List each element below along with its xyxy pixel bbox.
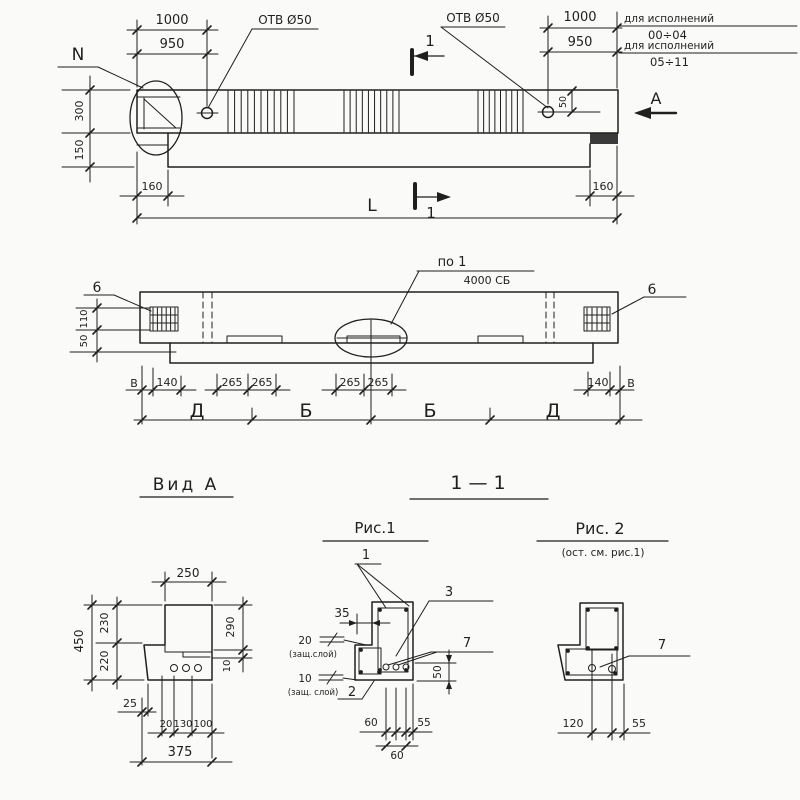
note-top: для исполнений bbox=[624, 13, 715, 25]
anchor-socket-right bbox=[584, 307, 610, 331]
section-number-top: 1 bbox=[425, 32, 435, 50]
beam-hatch-band-3 bbox=[478, 91, 523, 132]
fig1-callout-2 bbox=[338, 681, 374, 700]
plan-dim-row-2 bbox=[134, 400, 642, 424]
dim-100: 100 bbox=[193, 719, 213, 730]
dim-160-left: 160 bbox=[141, 180, 163, 193]
span-b-1: Б bbox=[299, 400, 313, 422]
dim-265-2: 265 bbox=[251, 376, 273, 389]
break-lines bbox=[203, 292, 554, 343]
dim-b-left: В bbox=[130, 377, 138, 390]
dim-10-cover: 10 bbox=[298, 673, 312, 685]
span-d-1: Д bbox=[189, 400, 205, 422]
beam-hatch-band-1 bbox=[228, 91, 294, 132]
hole-label-left: ОТВ Ø50 bbox=[258, 13, 312, 27]
detail-ref-sub: 4000 СБ bbox=[463, 274, 511, 287]
view-a-arrow bbox=[634, 89, 676, 119]
dim-130: 130 bbox=[173, 719, 193, 730]
dim-1000-left: 1000 bbox=[155, 13, 189, 28]
dim-60-mid: 60 bbox=[390, 750, 404, 762]
dim-bottom bbox=[120, 146, 634, 224]
fig2-bottom-dims bbox=[558, 717, 650, 737]
fig2-subtitle: (ост. см. рис.1) bbox=[561, 547, 645, 559]
dim-55-fig2: 55 bbox=[632, 717, 646, 730]
note-top-range: 00÷04 bbox=[648, 28, 687, 42]
dim-290: 290 bbox=[224, 616, 237, 638]
view-a-outline bbox=[144, 605, 212, 680]
dim-35: 35 bbox=[334, 606, 350, 620]
plan-tabs bbox=[227, 336, 523, 343]
dim-1000-right: 1000 bbox=[563, 10, 597, 25]
span-d-2: Д bbox=[545, 400, 561, 422]
dim-160-right: 160 bbox=[592, 180, 614, 193]
detail-reference bbox=[391, 255, 534, 324]
dim-25: 25 bbox=[123, 697, 137, 710]
dim-230: 230 bbox=[98, 612, 111, 634]
dim-265-4: 265 bbox=[367, 376, 389, 389]
fig1-callout-7-label: 7 bbox=[462, 636, 472, 651]
dim-50-hole: 50 bbox=[558, 95, 569, 109]
fig1-callout-3-label: 3 bbox=[444, 585, 454, 600]
callout-6-right bbox=[612, 282, 686, 314]
view-a bbox=[72, 475, 252, 766]
dim-140-left: 140 bbox=[156, 376, 178, 389]
dim-50-plan: 50 bbox=[79, 334, 90, 348]
section-title: 1 — 1 bbox=[450, 472, 506, 494]
dim-140-right: 140 bbox=[587, 376, 609, 389]
dim-heights-left bbox=[62, 76, 134, 182]
fig1-cover-10 bbox=[288, 671, 357, 698]
fig2-title: Рис. 2 bbox=[575, 519, 625, 538]
dim-950-left: 950 bbox=[159, 37, 185, 52]
fig1-callout-1-label: 1 bbox=[361, 548, 371, 563]
dim-50-fig1: 50 bbox=[432, 665, 444, 679]
view-a-dim-25 bbox=[118, 684, 156, 716]
fig1-outline bbox=[355, 602, 413, 680]
elevation-view bbox=[58, 10, 797, 224]
dim-300: 300 bbox=[73, 100, 86, 122]
dim-450: 450 bbox=[72, 629, 86, 653]
plan-view bbox=[70, 255, 686, 424]
dim-120: 120 bbox=[562, 717, 584, 730]
section-1-1 bbox=[288, 472, 548, 762]
dim-250: 250 bbox=[176, 566, 200, 580]
fig2 bbox=[537, 519, 690, 740]
dim-55-fig1: 55 bbox=[417, 717, 431, 729]
hole-callout-left bbox=[208, 13, 318, 108]
anchor-socket-left bbox=[150, 307, 178, 331]
view-arrow-label: А bbox=[650, 89, 662, 108]
fig1-callout-7 bbox=[388, 636, 493, 665]
end-detail bbox=[130, 81, 182, 155]
fig2-callout-7-label: 7 bbox=[657, 638, 667, 653]
view-a-bottom-dims bbox=[130, 676, 232, 766]
hole-left bbox=[197, 108, 218, 119]
dim-265-3: 265 bbox=[339, 376, 361, 389]
section-number-bottom: 1 bbox=[426, 204, 436, 222]
note-bottom: для исполнений bbox=[624, 40, 715, 52]
dim-220: 220 bbox=[98, 650, 111, 672]
span-b-2: Б bbox=[423, 400, 437, 422]
section-mark-top bbox=[412, 32, 444, 74]
view-a-right-dims bbox=[212, 597, 252, 672]
fig1-callout-1 bbox=[355, 548, 409, 608]
dim-60-left: 60 bbox=[364, 717, 378, 729]
view-a-dim-250 bbox=[152, 566, 226, 601]
detail-ref-label: по 1 bbox=[437, 255, 467, 270]
detail-mark-n bbox=[58, 45, 143, 88]
dim-20-note: (защ.слой) bbox=[289, 650, 337, 660]
dim-150: 150 bbox=[73, 139, 86, 161]
view-a-left-dims bbox=[72, 595, 162, 691]
dim-b-right: В bbox=[627, 377, 635, 390]
dim-110: 110 bbox=[79, 309, 90, 329]
beam-hatch-band-2 bbox=[344, 91, 399, 132]
dim-265-1: 265 bbox=[221, 376, 243, 389]
dim-10-note: (защ. слой) bbox=[287, 688, 339, 698]
dim-10: 10 bbox=[222, 659, 233, 673]
dim-20-viewa: 20 bbox=[159, 719, 173, 730]
callout-6-right-label: 6 bbox=[647, 282, 657, 298]
fig1-callout-2-label: 2 bbox=[347, 685, 357, 700]
fig2-callout-7 bbox=[600, 638, 690, 667]
center-detail-oval bbox=[335, 319, 407, 424]
dim-950-right: 950 bbox=[567, 35, 593, 50]
fig1-bottom-dims bbox=[360, 684, 432, 762]
detail-mark-label: N bbox=[71, 45, 85, 65]
fig1-title: Рис.1 bbox=[354, 519, 396, 537]
dim-20-cover: 20 bbox=[298, 635, 312, 647]
callout-6-left bbox=[84, 280, 151, 311]
dim-overall-length: L bbox=[367, 196, 377, 216]
dim-375: 375 bbox=[167, 745, 193, 760]
callout-6-left-label: 6 bbox=[92, 280, 102, 296]
view-a-title: Вид А bbox=[152, 475, 220, 495]
dim-top-left bbox=[127, 13, 218, 106]
note-bottom-range: 05÷11 bbox=[650, 55, 689, 69]
beam-outline bbox=[137, 90, 618, 167]
section-mark-bottom bbox=[415, 184, 451, 222]
fig1-dim-50 bbox=[415, 650, 456, 694]
hole-label-right: ОТВ Ø50 bbox=[446, 11, 500, 25]
fig1-callout-3 bbox=[396, 585, 493, 656]
